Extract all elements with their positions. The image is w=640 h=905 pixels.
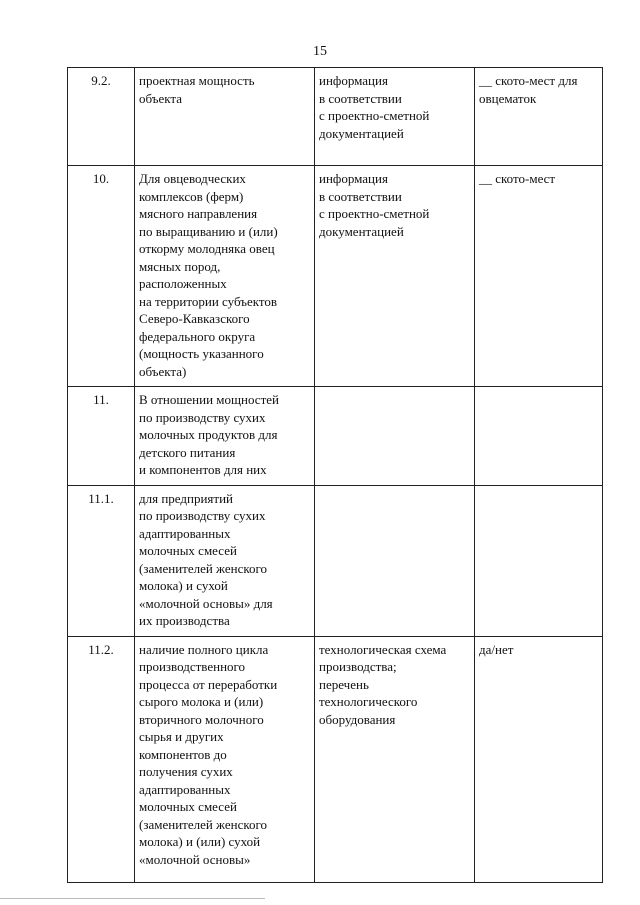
row-value: __ ското-мест для овцематок bbox=[475, 68, 603, 166]
row-number: 11.2. bbox=[68, 636, 135, 882]
row-description: проектная мощность объекта bbox=[135, 68, 315, 166]
row-source: технологическая схема производства; перечень технологического оборудования bbox=[315, 636, 475, 882]
table-row bbox=[68, 636, 603, 882]
table-row bbox=[68, 485, 603, 636]
row-source: информация в соответствии с проектно-сметной документацией bbox=[315, 166, 475, 387]
row-value: да/нет bbox=[475, 636, 603, 882]
row-source: информация в соответствии с проектно-сметной документацией bbox=[315, 68, 475, 166]
scan-edge-line bbox=[0, 898, 265, 899]
row-source bbox=[315, 485, 475, 636]
table-row bbox=[68, 387, 603, 486]
row-number: 11.1. bbox=[68, 485, 135, 636]
row-value bbox=[475, 485, 603, 636]
requirements-table bbox=[67, 67, 603, 883]
table-row bbox=[68, 68, 603, 166]
row-number: 9.2. bbox=[68, 68, 135, 166]
row-source bbox=[315, 387, 475, 486]
table-row bbox=[68, 166, 603, 387]
row-value bbox=[475, 387, 603, 486]
row-number: 10. bbox=[68, 166, 135, 387]
row-description: Для овцеводческих комплексов (ферм) мясного направления по выращиванию и (или) откорму молодняка овец мясных пород, расположенных на территории субъектов Северо-Кавказского федерального округа (мощность указанного объекта) bbox=[135, 166, 315, 387]
page-number: 15 bbox=[313, 44, 327, 59]
row-number: 11. bbox=[68, 387, 135, 486]
row-description: В отношении мощностей по производству сухих молочных продуктов для детского питания и компонентов для них bbox=[135, 387, 315, 486]
row-description: для предприятий по производству сухих адаптированных молочных смесей (заменителей женского молока) и сухой «молочной основы» для их производства bbox=[135, 485, 315, 636]
row-description: наличие полного цикла производственного процесса от переработки сырого молока и (или) вторичного молочного сырья и других компонентов до получения сухих адаптированных молочных смесей (заменителей женского молока) и (или) сухой «молочной основы» bbox=[135, 636, 315, 882]
row-value: __ ското-мест bbox=[475, 166, 603, 387]
